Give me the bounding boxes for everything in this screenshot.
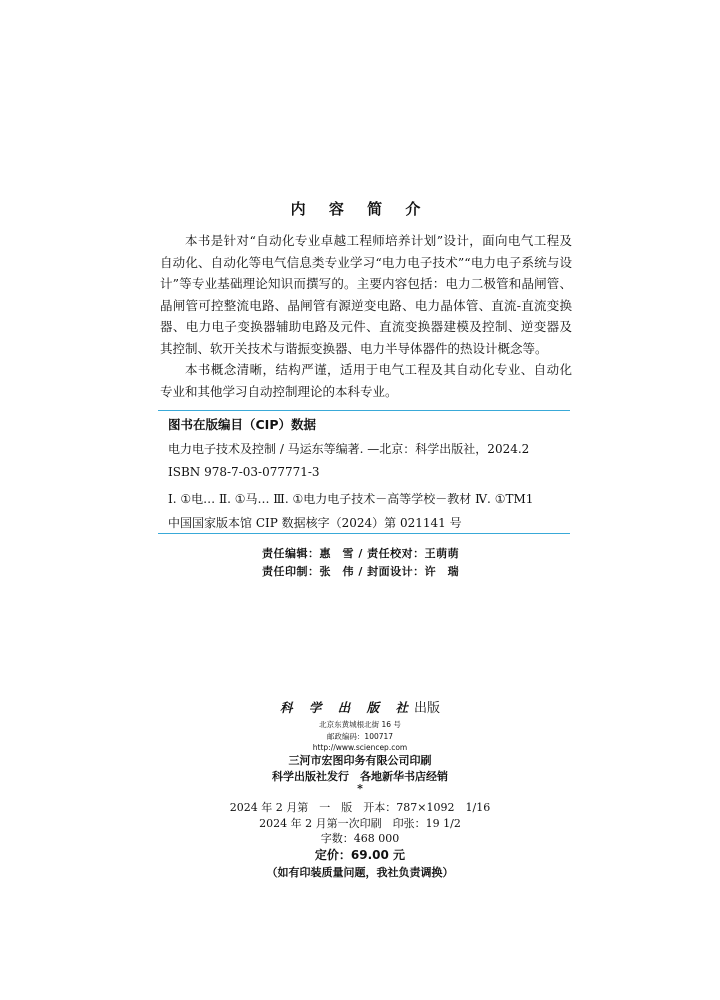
publisher-url: http://www.sciencep.com xyxy=(312,743,408,752)
separator-star: * xyxy=(357,782,363,795)
publisher-line xyxy=(0,697,720,716)
quality-notice: （如有印装质量问题，我社负责调换） xyxy=(266,866,454,879)
summary-body xyxy=(160,230,572,402)
summary-paragraph: 本书是针对“自动化专业卓越工程师培养计划”设计，面向电气工程及自动化、自动化等电气信息类专业学习“电力电子技术”“电力电子系统与设计”等专业基础理论知识而撰写的。主要内容包括：电力二极管和晶闸管、晶闸管可控整流电路、晶闸管有源逆变电路、电力晶体管、直流-直流变换器、电力电子变换器辅助电路及元件、直流变换器建模及控制、逆变器及其控制、软开关技术与谐振变换器、电力半导体器件的热设计概念等。 xyxy=(160,233,572,356)
cip-isbn: ISBN 978-7-03-077771-3 xyxy=(168,465,320,479)
summary-paragraph: 本书概念清晰，结构严谨，适用于电气工程及其自动化专业、自动化专业和其他学习自动控制理论的本科专业。 xyxy=(160,362,572,399)
edition: 2024 年 2 月第 一 版 开本：787×1092 1/16 xyxy=(229,801,491,814)
staff-line: 责任编辑：惠 雪 / 责任校对：王萌萌 xyxy=(262,547,460,560)
printing: 2024 年 2 月第一次印刷 印张：19 1/2 xyxy=(259,817,461,830)
printer: 三河市宏图印务有限公司印刷 xyxy=(288,754,432,767)
publisher-address: 北京东黄城根北街 16 号 xyxy=(319,720,401,729)
publisher-name: 科 学 出 版 社 xyxy=(280,700,414,715)
summary-title: 内 容 简 介 xyxy=(290,200,430,218)
cip-heading: 图书在版编目（CIP）数据 xyxy=(168,417,316,432)
cip-top-rule xyxy=(158,410,570,411)
publisher-suffix: 出版 xyxy=(413,701,440,716)
cip-line: Ⅰ. ①电… Ⅱ. ①马… Ⅲ. ①电力电子技术－高等学校－教材 Ⅳ. ①TM1 xyxy=(168,492,534,506)
cip-bottom-rule xyxy=(158,533,570,534)
publisher-postcode: 邮政编码：100717 xyxy=(326,732,394,741)
staff-line: 责任印制：张 伟 / 封面设计：许 瑞 xyxy=(262,565,460,578)
word-count: 字数：468 000 xyxy=(320,832,400,845)
price: 定价：69.00 元 xyxy=(314,848,406,862)
cip-line: 电力电子技术及控制 / 马运东等编著. —北京：科学出版社，2024.2 xyxy=(168,442,530,456)
cip-line: 中国国家版本馆 CIP 数据核字（2024）第 021141 号 xyxy=(168,516,462,530)
distribution: 科学出版社发行 各地新华书店经销 xyxy=(272,770,448,783)
